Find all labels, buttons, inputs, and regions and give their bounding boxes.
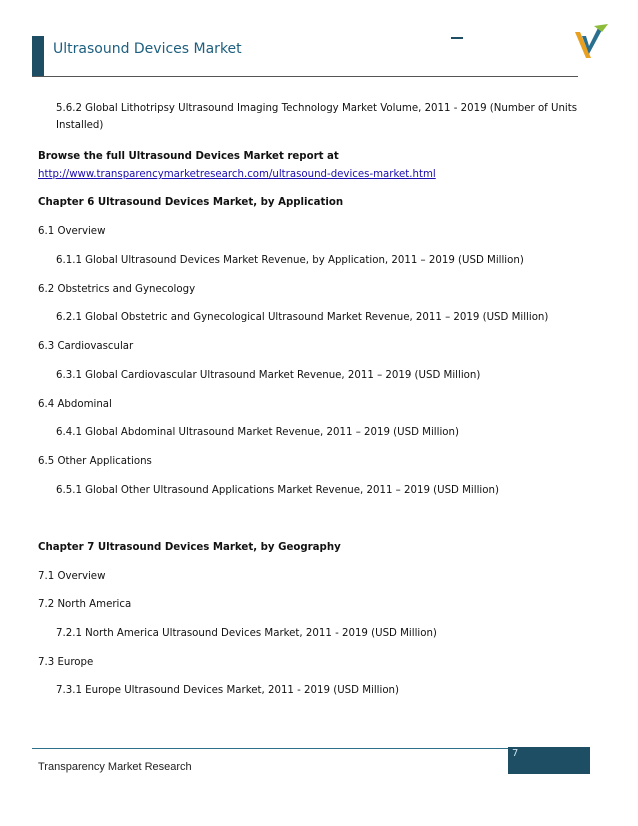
toc-item-6-3-1: 6.3.1 Global Cardiovascular Ultrasound Market Revenue, 2011 – 2019 (USD Million) <box>56 370 481 381</box>
toc-item-6-1-1: 6.1.1 Global Ultrasound Devices Market Revenue, by Application, 2011 – 2019 (USD Million) <box>56 255 524 266</box>
company-logo-icon <box>572 22 610 64</box>
toc-item-7-1: 7.1 Overview <box>38 571 106 582</box>
report-link[interactable]: http://www.transparencymarketresearch.com/ultrasound-devices-market.html <box>38 169 436 180</box>
toc-item-6-1: 6.1 Overview <box>38 226 106 237</box>
header-divider <box>32 76 578 77</box>
toc-item-6-2: 6.2 Obstetrics and Gynecology <box>38 284 196 295</box>
toc-item-6-5-1: 6.5.1 Global Other Ultrasound Applications Market Revenue, 2011 – 2019 (USD Million) <box>56 485 499 496</box>
footer-divider <box>32 748 508 749</box>
toc-item-7-3-1: 7.3.1 Europe Ultrasound Devices Market, 2011 - 2019 (USD Million) <box>56 685 399 696</box>
header-small-accent <box>451 37 463 39</box>
header-title: Ultrasound Devices Market <box>53 41 242 57</box>
toc-item-6-4-1: 6.4.1 Global Abdominal Ultrasound Market Revenue, 2011 – 2019 (USD Million) <box>56 427 459 438</box>
chapter-6-heading: Chapter 6 Ultrasound Devices Market, by Application <box>38 197 344 208</box>
browse-report-label: Browse the full Ultrasound Devices Market report at <box>38 151 339 162</box>
page-number: 7 <box>512 748 519 759</box>
header-accent-bar <box>32 36 44 76</box>
toc-item-6-3: 6.3 Cardiovascular <box>38 341 134 352</box>
toc-item-7-2-1: 7.2.1 North America Ultrasound Devices Market, 2011 - 2019 (USD Million) <box>56 628 437 639</box>
toc-item-6-4: 6.4 Abdominal <box>38 399 112 410</box>
toc-item-5-6-2: 5.6.2 Global Lithotripsy Ultrasound Imaging Technology Market Volume, 2011 - 2019 (Number of Units Installed) <box>56 103 578 131</box>
footer-company: Transparency Market Research <box>38 761 192 773</box>
toc-item-7-3: 7.3 Europe <box>38 657 94 668</box>
toc-item-6-2-1: 6.2.1 Global Obstetric and Gynecological Ultrasound Market Revenue, 2011 – 2019 (USD Million) <box>56 312 549 323</box>
footer-page-box <box>508 747 590 774</box>
chapter-7-heading: Chapter 7 Ultrasound Devices Market, by Geography <box>38 542 341 553</box>
toc-item-6-5: 6.5 Other Applications <box>38 456 152 467</box>
toc-item-7-2: 7.2 North America <box>38 599 132 610</box>
